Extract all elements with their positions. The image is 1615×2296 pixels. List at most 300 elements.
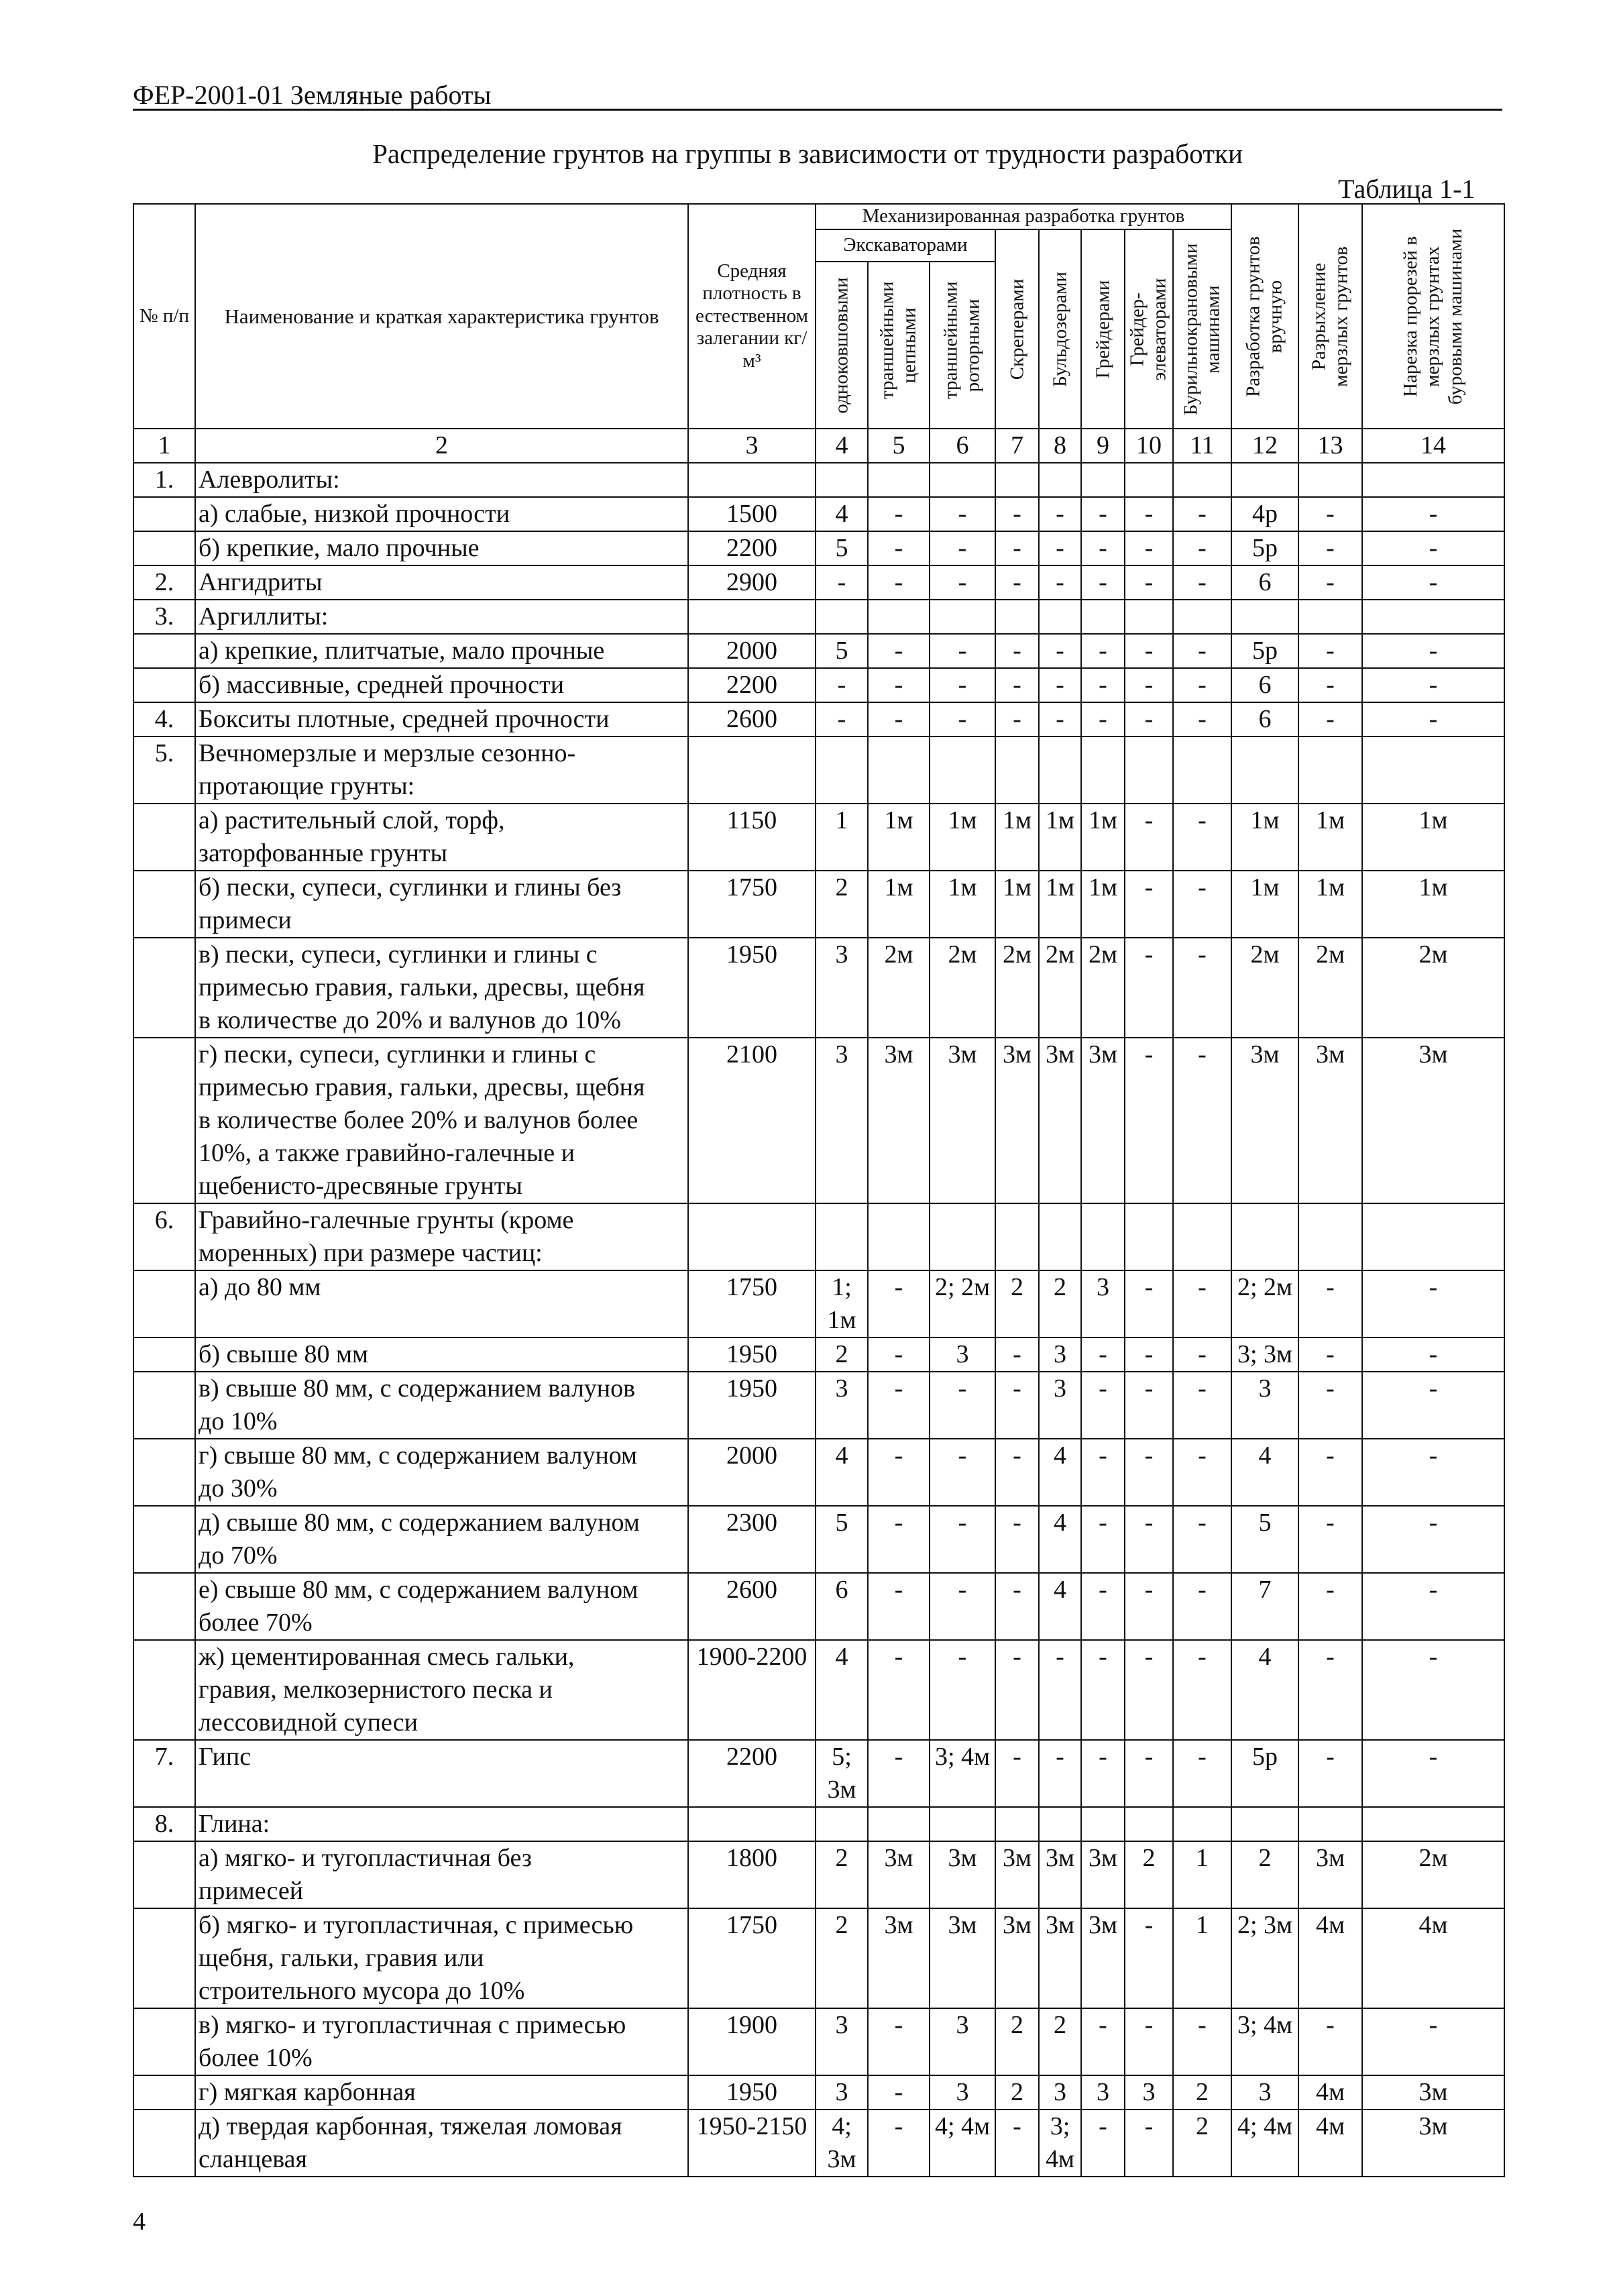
soil-name: [195, 600, 688, 634]
row-number: 7.: [133, 1740, 195, 1807]
group-value: [1362, 736, 1504, 804]
table-row: [133, 1270, 1504, 1337]
soil-name-line: ж) цементированная смесь гальки,: [199, 1643, 575, 1671]
header-mechanized: Механизированная разработка грунтов: [816, 204, 1231, 229]
soil-name-line: гравия, мелкозернистого песка и: [199, 1676, 553, 1704]
table-row: [133, 2075, 1504, 2110]
group-value: 2: [1173, 2075, 1231, 2110]
group-value: [1173, 1203, 1231, 1270]
table-row: [133, 1740, 1504, 1807]
soil-name-line: Ангидриты: [199, 568, 323, 596]
group-value: 3м: [995, 1841, 1039, 1908]
row-number: [133, 634, 195, 668]
group-value: -: [995, 1573, 1039, 1640]
group-value: 1: [1173, 1908, 1231, 2008]
soil-name-line: примеси: [199, 906, 292, 934]
table-row: [133, 1908, 1504, 2008]
soil-name: [195, 2110, 688, 2177]
density-value: 1900-2200: [688, 1640, 816, 1740]
table-row: [133, 463, 1504, 497]
group-value: -: [995, 2110, 1039, 2177]
group-value: -: [1125, 1337, 1173, 1372]
group-value: -: [1173, 1640, 1231, 1740]
header-manual: Разработка грунтов вручную: [1231, 204, 1298, 429]
group-value: -: [868, 1337, 930, 1372]
group-value: 1м: [1298, 871, 1362, 938]
group-value: -: [868, 2008, 930, 2075]
density-value: 1750: [688, 1270, 816, 1337]
row-number: [133, 1841, 195, 1908]
group-value: 3: [816, 938, 868, 1038]
group-value: 4: [1039, 1573, 1081, 1640]
group-value: -: [930, 1640, 995, 1740]
group-value: [1173, 1807, 1231, 1841]
group-value: 3м: [1081, 1908, 1125, 2008]
group-value: -: [1173, 1439, 1231, 1506]
row-number: [133, 2008, 195, 2075]
group-value: -: [930, 1573, 995, 1640]
soil-name-line: до 30%: [199, 1474, 278, 1502]
row-number: [133, 1038, 195, 1203]
group-value: -: [1125, 531, 1173, 565]
group-value: 3м: [1039, 1841, 1081, 1908]
group-value: [868, 1203, 930, 1270]
group-value: [1081, 736, 1125, 804]
group-value: -: [1081, 1337, 1125, 1372]
group-value: 2: [816, 1908, 868, 2008]
group-value: 1м: [1231, 871, 1298, 938]
header-trench-rotary: траншейными роторными: [930, 262, 995, 429]
group-value: -: [930, 702, 995, 736]
group-value: 3: [816, 1372, 868, 1439]
group-value: [930, 1807, 995, 1841]
page-number: 4: [133, 2207, 146, 2236]
group-value: [816, 1807, 868, 1841]
group-value: -: [995, 497, 1039, 531]
header-rule: [133, 109, 1502, 111]
group-value: 2м: [1362, 938, 1504, 1038]
table-row: [133, 2008, 1504, 2075]
group-value: -: [1081, 497, 1125, 531]
table-row: [133, 600, 1504, 634]
group-value: -: [1173, 531, 1231, 565]
group-value: 4м: [1362, 1908, 1504, 2008]
group-value: -: [1039, 702, 1081, 736]
group-value: 5: [816, 531, 868, 565]
group-value: -: [930, 1372, 995, 1439]
group-value: [1298, 1807, 1362, 1841]
group-value: [1298, 1203, 1362, 1270]
column-number: 8: [1039, 429, 1081, 463]
row-number: [133, 1439, 195, 1506]
soil-name: [195, 634, 688, 668]
group-value: -: [868, 702, 930, 736]
group-value: -: [1298, 634, 1362, 668]
soil-name: [195, 1807, 688, 1841]
group-value: -: [1125, 1038, 1173, 1203]
group-value: 3: [816, 1038, 868, 1203]
group-value: -: [1125, 1908, 1173, 2008]
group-value: 1м: [1081, 871, 1125, 938]
density-value: [688, 1203, 816, 1270]
row-number: [133, 1270, 195, 1337]
group-value: 4; 4м: [930, 2110, 995, 2177]
group-value: -: [1298, 1439, 1362, 1506]
group-value: 3: [1231, 2075, 1298, 2110]
group-value: [868, 463, 930, 497]
group-value: 3; 4м: [1231, 2008, 1298, 2075]
soil-name: [195, 871, 688, 938]
density-value: 1800: [688, 1841, 816, 1908]
group-value: -: [995, 531, 1039, 565]
density-value: 2200: [688, 1740, 816, 1807]
group-value: -: [868, 1740, 930, 1807]
group-value: [1298, 736, 1362, 804]
group-value: 4: [1039, 1506, 1081, 1573]
group-value: -: [995, 1740, 1039, 1807]
group-value: 2м: [1081, 938, 1125, 1038]
group-value: -: [930, 1506, 995, 1573]
group-value: 1м: [1298, 804, 1362, 871]
group-value: 3м: [1298, 1038, 1362, 1203]
group-value: -: [1298, 1337, 1362, 1372]
table-row: [133, 2110, 1504, 2177]
group-value: -: [995, 565, 1039, 600]
group-value: 2: [1231, 1841, 1298, 1908]
group-value: -: [1298, 1270, 1362, 1337]
group-value: -: [1173, 1506, 1231, 1573]
group-value: [1125, 736, 1173, 804]
group-value: 7: [1231, 1573, 1298, 1640]
group-value: [816, 463, 868, 497]
group-value: [1081, 600, 1125, 634]
group-value: -: [1125, 2110, 1173, 2177]
group-value: [1173, 736, 1231, 804]
soil-name-line: г) свыше 80 мм, с содержанием валуном: [199, 1441, 638, 1470]
density-value: 2300: [688, 1506, 816, 1573]
group-value: -: [1125, 1439, 1173, 1506]
soil-name: [195, 702, 688, 736]
row-number: 5.: [133, 736, 195, 804]
soil-name-line: а) растительный слой, торф,: [199, 806, 505, 834]
density-value: 1950-2150: [688, 2110, 816, 2177]
row-number: [133, 668, 195, 702]
table-row: [133, 1573, 1504, 1640]
soil-name-line: б) крепкие, мало прочные: [199, 534, 480, 562]
soil-name-line: в количестве более 20% и валунов более: [199, 1106, 638, 1134]
group-value: -: [1173, 1740, 1231, 1807]
group-value: [1298, 463, 1362, 497]
group-value: [1125, 600, 1173, 634]
group-value: -: [995, 1506, 1039, 1573]
group-value: [995, 1807, 1039, 1841]
row-number: 4.: [133, 702, 195, 736]
group-value: -: [930, 565, 995, 600]
group-value: -: [1125, 702, 1173, 736]
group-value: -: [1081, 1439, 1125, 1506]
soil-name-line: Алевролиты:: [199, 466, 340, 494]
group-value: -: [1298, 1573, 1362, 1640]
density-value: 2900: [688, 565, 816, 600]
group-value: -: [1298, 497, 1362, 531]
group-value: [1298, 600, 1362, 634]
soil-name: [195, 2075, 688, 2110]
soil-name: [195, 1439, 688, 1506]
density-value: 2600: [688, 702, 816, 736]
group-value: 4м: [1298, 2110, 1362, 2177]
soil-name-line: б) пески, супеси, суглинки и глины без: [199, 873, 622, 901]
header-frozen-loosening: Разрыхление мерзлых грунтов: [1298, 204, 1362, 429]
group-value: [816, 600, 868, 634]
group-value: -: [1081, 1372, 1125, 1439]
group-value: [930, 600, 995, 634]
group-value: 3: [1125, 2075, 1173, 2110]
group-value: 3: [1039, 2075, 1081, 2110]
soil-name-line: а) до 80 мм: [199, 1273, 321, 1301]
group-value: [816, 736, 868, 804]
group-value: -: [1039, 497, 1081, 531]
soil-name: [195, 1270, 688, 1337]
group-value: -: [1173, 1337, 1231, 1372]
group-value: 3м: [1039, 1908, 1081, 2008]
group-value: -: [1298, 1506, 1362, 1573]
density-value: 2200: [688, 531, 816, 565]
group-value: -: [1081, 1640, 1125, 1740]
group-value: -: [995, 1372, 1039, 1439]
group-value: 4м: [1298, 1908, 1362, 2008]
group-value: 3м: [930, 1038, 995, 1203]
group-value: 3м: [930, 1908, 995, 2008]
group-value: -: [995, 702, 1039, 736]
table-row: [133, 1372, 1504, 1439]
group-value: [1081, 1203, 1125, 1270]
group-value: -: [1173, 1573, 1231, 1640]
density-value: [688, 600, 816, 634]
group-value: -: [1362, 1640, 1504, 1740]
soil-name-line: б) мягко- и тугопластичная, с примесью: [199, 1911, 634, 1939]
soil-name: [195, 804, 688, 871]
soil-name-line: лессовидной супеси: [199, 1708, 419, 1737]
group-value: -: [1173, 1270, 1231, 1337]
group-value: 2; 2м: [1231, 1270, 1298, 1337]
density-value: 2600: [688, 1573, 816, 1640]
soil-name-line: б) свыше 80 мм: [199, 1340, 369, 1368]
group-value: 2: [1039, 2008, 1081, 2075]
soil-name-line: б) массивные, средней прочности: [199, 671, 565, 699]
column-number: 13: [1298, 429, 1362, 463]
soil-name-line: д) свыше 80 мм, с содержанием валуном: [199, 1509, 640, 1537]
group-value: 1м: [1039, 804, 1081, 871]
group-value: 3м: [1362, 2110, 1504, 2177]
group-value: 2м: [930, 938, 995, 1038]
group-value: [1081, 463, 1125, 497]
soil-name: [195, 1372, 688, 1439]
row-number: 1.: [133, 463, 195, 497]
group-value: 2м: [1039, 938, 1081, 1038]
soil-name-line: в) пески, супеси, суглинки и глины с: [199, 940, 598, 969]
density-value: 1500: [688, 497, 816, 531]
table-row: [133, 736, 1504, 804]
row-number: [133, 1372, 195, 1439]
group-value: 4: [816, 497, 868, 531]
column-number: 7: [995, 429, 1039, 463]
running-title: ФЕР-2001-01 Земляные работы: [133, 80, 492, 110]
group-value: -: [1298, 2008, 1362, 2075]
group-value: 3м: [1081, 1841, 1125, 1908]
column-number: 5: [868, 429, 930, 463]
soil-name: [195, 1506, 688, 1573]
group-value: 2: [816, 1337, 868, 1372]
group-value: -: [1173, 702, 1231, 736]
soil-name-line: д) твердая карбонная, тяжелая ломовая: [199, 2112, 622, 2140]
group-value: -: [1362, 1439, 1504, 1506]
row-number: [133, 2110, 195, 2177]
group-value: [1362, 600, 1504, 634]
group-value: 3м: [1231, 1038, 1298, 1203]
group-value: -: [995, 1439, 1039, 1506]
density-value: [688, 1807, 816, 1841]
group-value: -: [1173, 2008, 1231, 2075]
table-row: [133, 1337, 1504, 1372]
group-value: -: [1039, 531, 1081, 565]
group-value: 1м: [1039, 871, 1081, 938]
group-value: -: [930, 668, 995, 702]
group-value: 1м: [1081, 804, 1125, 871]
group-value: 2м: [1362, 1841, 1504, 1908]
row-number: [133, 871, 195, 938]
group-value: -: [1125, 1740, 1173, 1807]
group-value: -: [1362, 634, 1504, 668]
group-value: [1039, 463, 1081, 497]
group-value: -: [995, 1640, 1039, 1740]
document-title: Распределение грунтов на группы в зависимости от трудности разработки: [372, 138, 1243, 169]
group-value: 2: [995, 2075, 1039, 2110]
group-value: [1173, 463, 1231, 497]
group-value: -: [1173, 668, 1231, 702]
group-value: -: [1081, 531, 1125, 565]
group-value: -: [1298, 565, 1362, 600]
soil-name-line: а) мягко- и тугопластичная без: [199, 1844, 532, 1872]
group-value: -: [1362, 1506, 1504, 1573]
group-value: 2м: [995, 938, 1039, 1038]
group-value: -: [868, 1372, 930, 1439]
group-value: 1м: [1362, 804, 1504, 871]
soil-name-line: в количестве до 20% и валунов до 10%: [199, 1006, 621, 1034]
group-value: -: [1362, 1270, 1504, 1337]
group-value: 5р: [1231, 531, 1298, 565]
group-value: -: [1173, 1038, 1231, 1203]
table-row: [133, 1506, 1504, 1573]
group-value: -: [816, 565, 868, 600]
group-value: [1231, 1203, 1298, 1270]
row-number: [133, 1337, 195, 1372]
group-value: -: [1173, 938, 1231, 1038]
group-value: -: [1173, 497, 1231, 531]
group-value: 1м: [995, 804, 1039, 871]
header-single-bucket: одноковшовыми: [816, 262, 868, 429]
group-value: [930, 463, 995, 497]
header-frozen-cutting: Нарезка прорезей в мерзлых грунтах буровыми машинами: [1362, 204, 1504, 429]
table-row: [133, 1807, 1504, 1841]
table-row: [133, 668, 1504, 702]
group-value: -: [1125, 871, 1173, 938]
header-excavators: Экскаваторами: [816, 229, 995, 262]
group-value: 3м: [868, 1038, 930, 1203]
group-value: 1; 1м: [816, 1270, 868, 1337]
group-value: 2: [1125, 1841, 1173, 1908]
group-value: -: [1125, 565, 1173, 600]
group-value: 3: [816, 2075, 868, 2110]
group-value: [1362, 1203, 1504, 1270]
group-value: 1м: [868, 871, 930, 938]
header-name: Наименование и краткая характеристика грунтов: [195, 204, 688, 429]
density-value: [688, 463, 816, 497]
row-number: [133, 2075, 195, 2110]
group-value: -: [1362, 2008, 1504, 2075]
table-label: Таблица 1-1: [1338, 174, 1475, 204]
group-value: [995, 463, 1039, 497]
group-value: -: [1039, 1740, 1081, 1807]
group-value: -: [1125, 668, 1173, 702]
group-value: -: [930, 1439, 995, 1506]
soil-name: [195, 668, 688, 702]
group-value: 1м: [1362, 871, 1504, 938]
soil-name: [195, 463, 688, 497]
row-number: [133, 531, 195, 565]
soil-name-line: примесей: [199, 1877, 304, 1905]
group-value: 3; 4м: [1039, 2110, 1081, 2177]
group-value: -: [816, 668, 868, 702]
group-value: -: [1298, 668, 1362, 702]
row-number: 2.: [133, 565, 195, 600]
group-value: [1231, 1807, 1298, 1841]
group-value: -: [1362, 497, 1504, 531]
table-row: [133, 1203, 1504, 1270]
group-value: -: [868, 497, 930, 531]
soil-name-line: 10%, а также гравийно-галечные и: [199, 1139, 575, 1167]
group-value: [1173, 600, 1231, 634]
soil-name-line: е) свыше 80 мм, с содержанием валуном: [199, 1576, 638, 1604]
group-value: [995, 600, 1039, 634]
row-number: [133, 1908, 195, 2008]
group-value: -: [1298, 702, 1362, 736]
group-value: -: [868, 1270, 930, 1337]
group-value: -: [1125, 1573, 1173, 1640]
soil-name: [195, 1573, 688, 1640]
column-number: 1: [133, 429, 195, 463]
column-number: 6: [930, 429, 995, 463]
group-value: 3: [1081, 1270, 1125, 1337]
group-value: -: [1081, 1506, 1125, 1573]
group-value: 4; 3м: [816, 2110, 868, 2177]
group-value: 3м: [995, 1038, 1039, 1203]
group-value: 1: [816, 804, 868, 871]
soil-name: [195, 736, 688, 804]
group-value: 3: [1039, 1337, 1081, 1372]
soil-name: [195, 1337, 688, 1372]
table-row: [133, 565, 1504, 600]
row-number: 6.: [133, 1203, 195, 1270]
group-value: 3: [816, 2008, 868, 2075]
density-value: 2000: [688, 1439, 816, 1506]
group-value: 3м: [868, 1908, 930, 2008]
group-value: 3: [1081, 2075, 1125, 2110]
soil-name-line: моренных) при размере частиц:: [199, 1239, 543, 1267]
column-number: 11: [1173, 429, 1231, 463]
group-value: 3: [930, 2008, 995, 2075]
row-number: [133, 1506, 195, 1573]
soil-name: [195, 1908, 688, 2008]
